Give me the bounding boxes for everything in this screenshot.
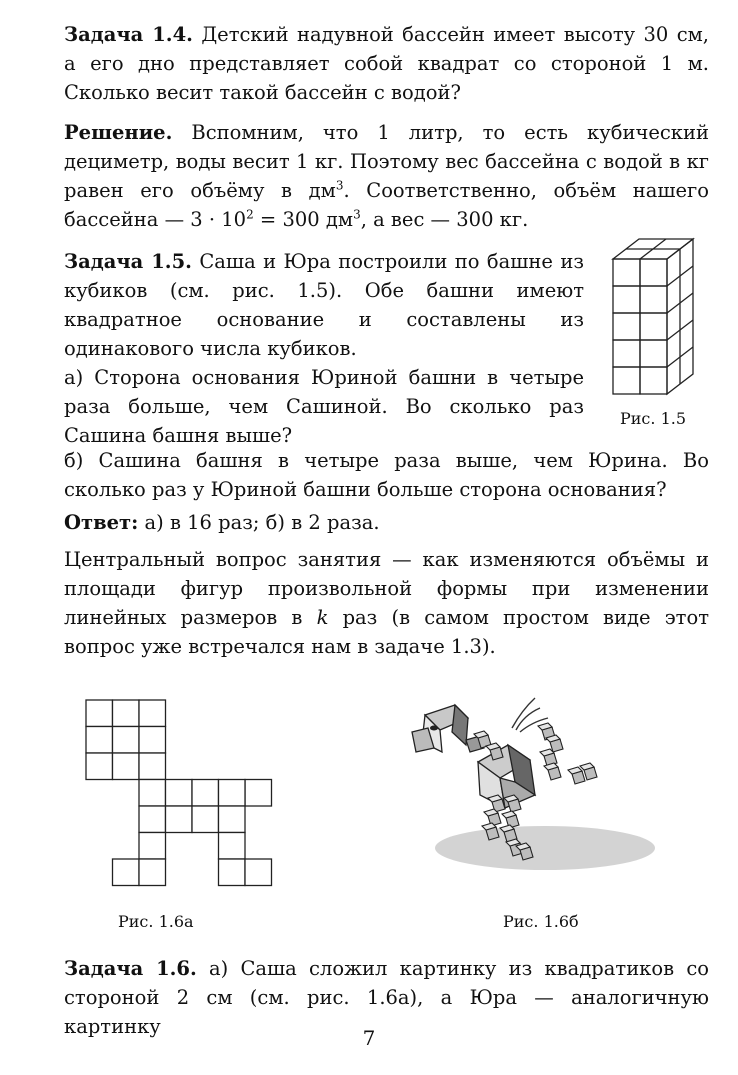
grid-square: [113, 700, 140, 727]
grid-square: [139, 753, 166, 780]
grid-square: [166, 806, 193, 833]
solution-text-2: . Соответственно, объём нашего бассейна — 3 · 10: [64, 179, 709, 231]
grid-square: [192, 806, 219, 833]
grid-square: [219, 859, 246, 886]
task-label: Задача 1.6.: [64, 957, 197, 980]
head-side: [452, 705, 468, 745]
tower-cube: [613, 259, 640, 286]
solution-text-4: , а вес — 300 кг.: [360, 208, 529, 231]
sup-square: 2: [246, 207, 254, 222]
task-text: Саша и Юра построили по башне из кубиков (см. рис. 1.5). Обе башни имеют квадратное основание и составлены из одинакового числа кубиков.: [64, 250, 584, 360]
grid-square: [219, 833, 246, 860]
task-text: а) Саша сложил картинку из квадратиков со стороной 2 см (см. рис. 1.6а), а Юра — аналогичную картинку: [64, 957, 709, 1038]
grid-square: [113, 727, 140, 754]
sup-cube-2: 3: [353, 207, 361, 222]
task-part-a: а) Сторона основания Юриной башни в четыре раза больше, чем Сашиной. Во сколько раз Сашина башня выше?: [64, 366, 584, 447]
grid-square: [219, 806, 246, 833]
task-1-4: [64, 20, 709, 107]
tower-cube: [613, 340, 640, 367]
solution-label: Решение.: [64, 121, 173, 144]
k-variable: k: [316, 606, 329, 629]
grid-square: [139, 700, 166, 727]
task-1-5: [64, 247, 584, 450]
grid-square: [113, 859, 140, 886]
grid-square: [139, 727, 166, 754]
grid-square: [139, 806, 166, 833]
grid-square: [139, 780, 166, 807]
grid-square: [166, 780, 193, 807]
fig-1-6a-caption: Рис. 1.6а: [118, 912, 194, 931]
page-number: 7: [362, 1026, 376, 1050]
tower-figure: [610, 232, 696, 398]
task-1-5-part-b: [64, 446, 709, 504]
sup-cube-1: 3: [335, 178, 344, 193]
fig-1-5-caption: Рис. 1.5: [620, 409, 687, 428]
task-text: Детский надувной бассейн имеет высоту 30 см, а его дно представляет собой квадрат со стороной 1 м. Сколько весит такой бассейн с водой?: [64, 23, 710, 104]
answer-label: Ответ:: [64, 511, 139, 534]
tower-cube: [613, 367, 640, 394]
grid-square: [139, 859, 166, 886]
cube-dog-figure: [400, 690, 660, 886]
grid-square: [86, 700, 113, 727]
grid-square: [139, 833, 166, 860]
tower-cube: [640, 367, 667, 394]
grid-square: [245, 780, 272, 807]
task-label: Задача 1.5.: [64, 250, 192, 273]
solution-1-4: [64, 118, 709, 234]
fig-1-6b-caption: Рис. 1.6б: [503, 912, 579, 931]
solution-text-3: = 300 дм: [253, 208, 354, 231]
grid-square: [86, 753, 113, 780]
grid-dog-figure: [80, 694, 280, 890]
grid-square: [86, 727, 113, 754]
solution-text-1: Вспомним, что 1 литр, то есть кубический дециметр, воды весит 1 кг. Поэтому вес бассейна с водой в кг равен его объёму в дм: [64, 121, 709, 202]
tower-cube: [613, 286, 640, 313]
tower-cube: [640, 259, 667, 286]
task-label: Задача 1.4.: [64, 23, 193, 46]
grid-square: [192, 780, 219, 807]
tower-cube: [640, 313, 667, 340]
answer-text: а) в 16 раз; б) в 2 раза.: [144, 511, 380, 534]
task-part-b: б) Сашина башня в четыре раза выше, чем Юрина. Во сколько раз у Юриной башни больше сторона основания?: [64, 449, 709, 501]
central-question: [64, 545, 709, 661]
tower-cube: [613, 313, 640, 340]
answer-1-5: [64, 508, 709, 537]
grid-square: [113, 753, 140, 780]
tower-cube: [640, 340, 667, 367]
central-text-2: раз (в самом простом виде этот вопрос уже встречался нам в задаче 1.3).: [64, 606, 709, 658]
eye: [430, 726, 438, 731]
central-text-1: Центральный вопрос занятия — как изменяются объёмы и площади фигур произвольной формы при изменении линейных размеров в: [64, 548, 709, 629]
shadow-ellipse: [435, 826, 655, 870]
grid-square: [219, 780, 246, 807]
grid-square: [245, 859, 272, 886]
tower-cube: [640, 286, 667, 313]
